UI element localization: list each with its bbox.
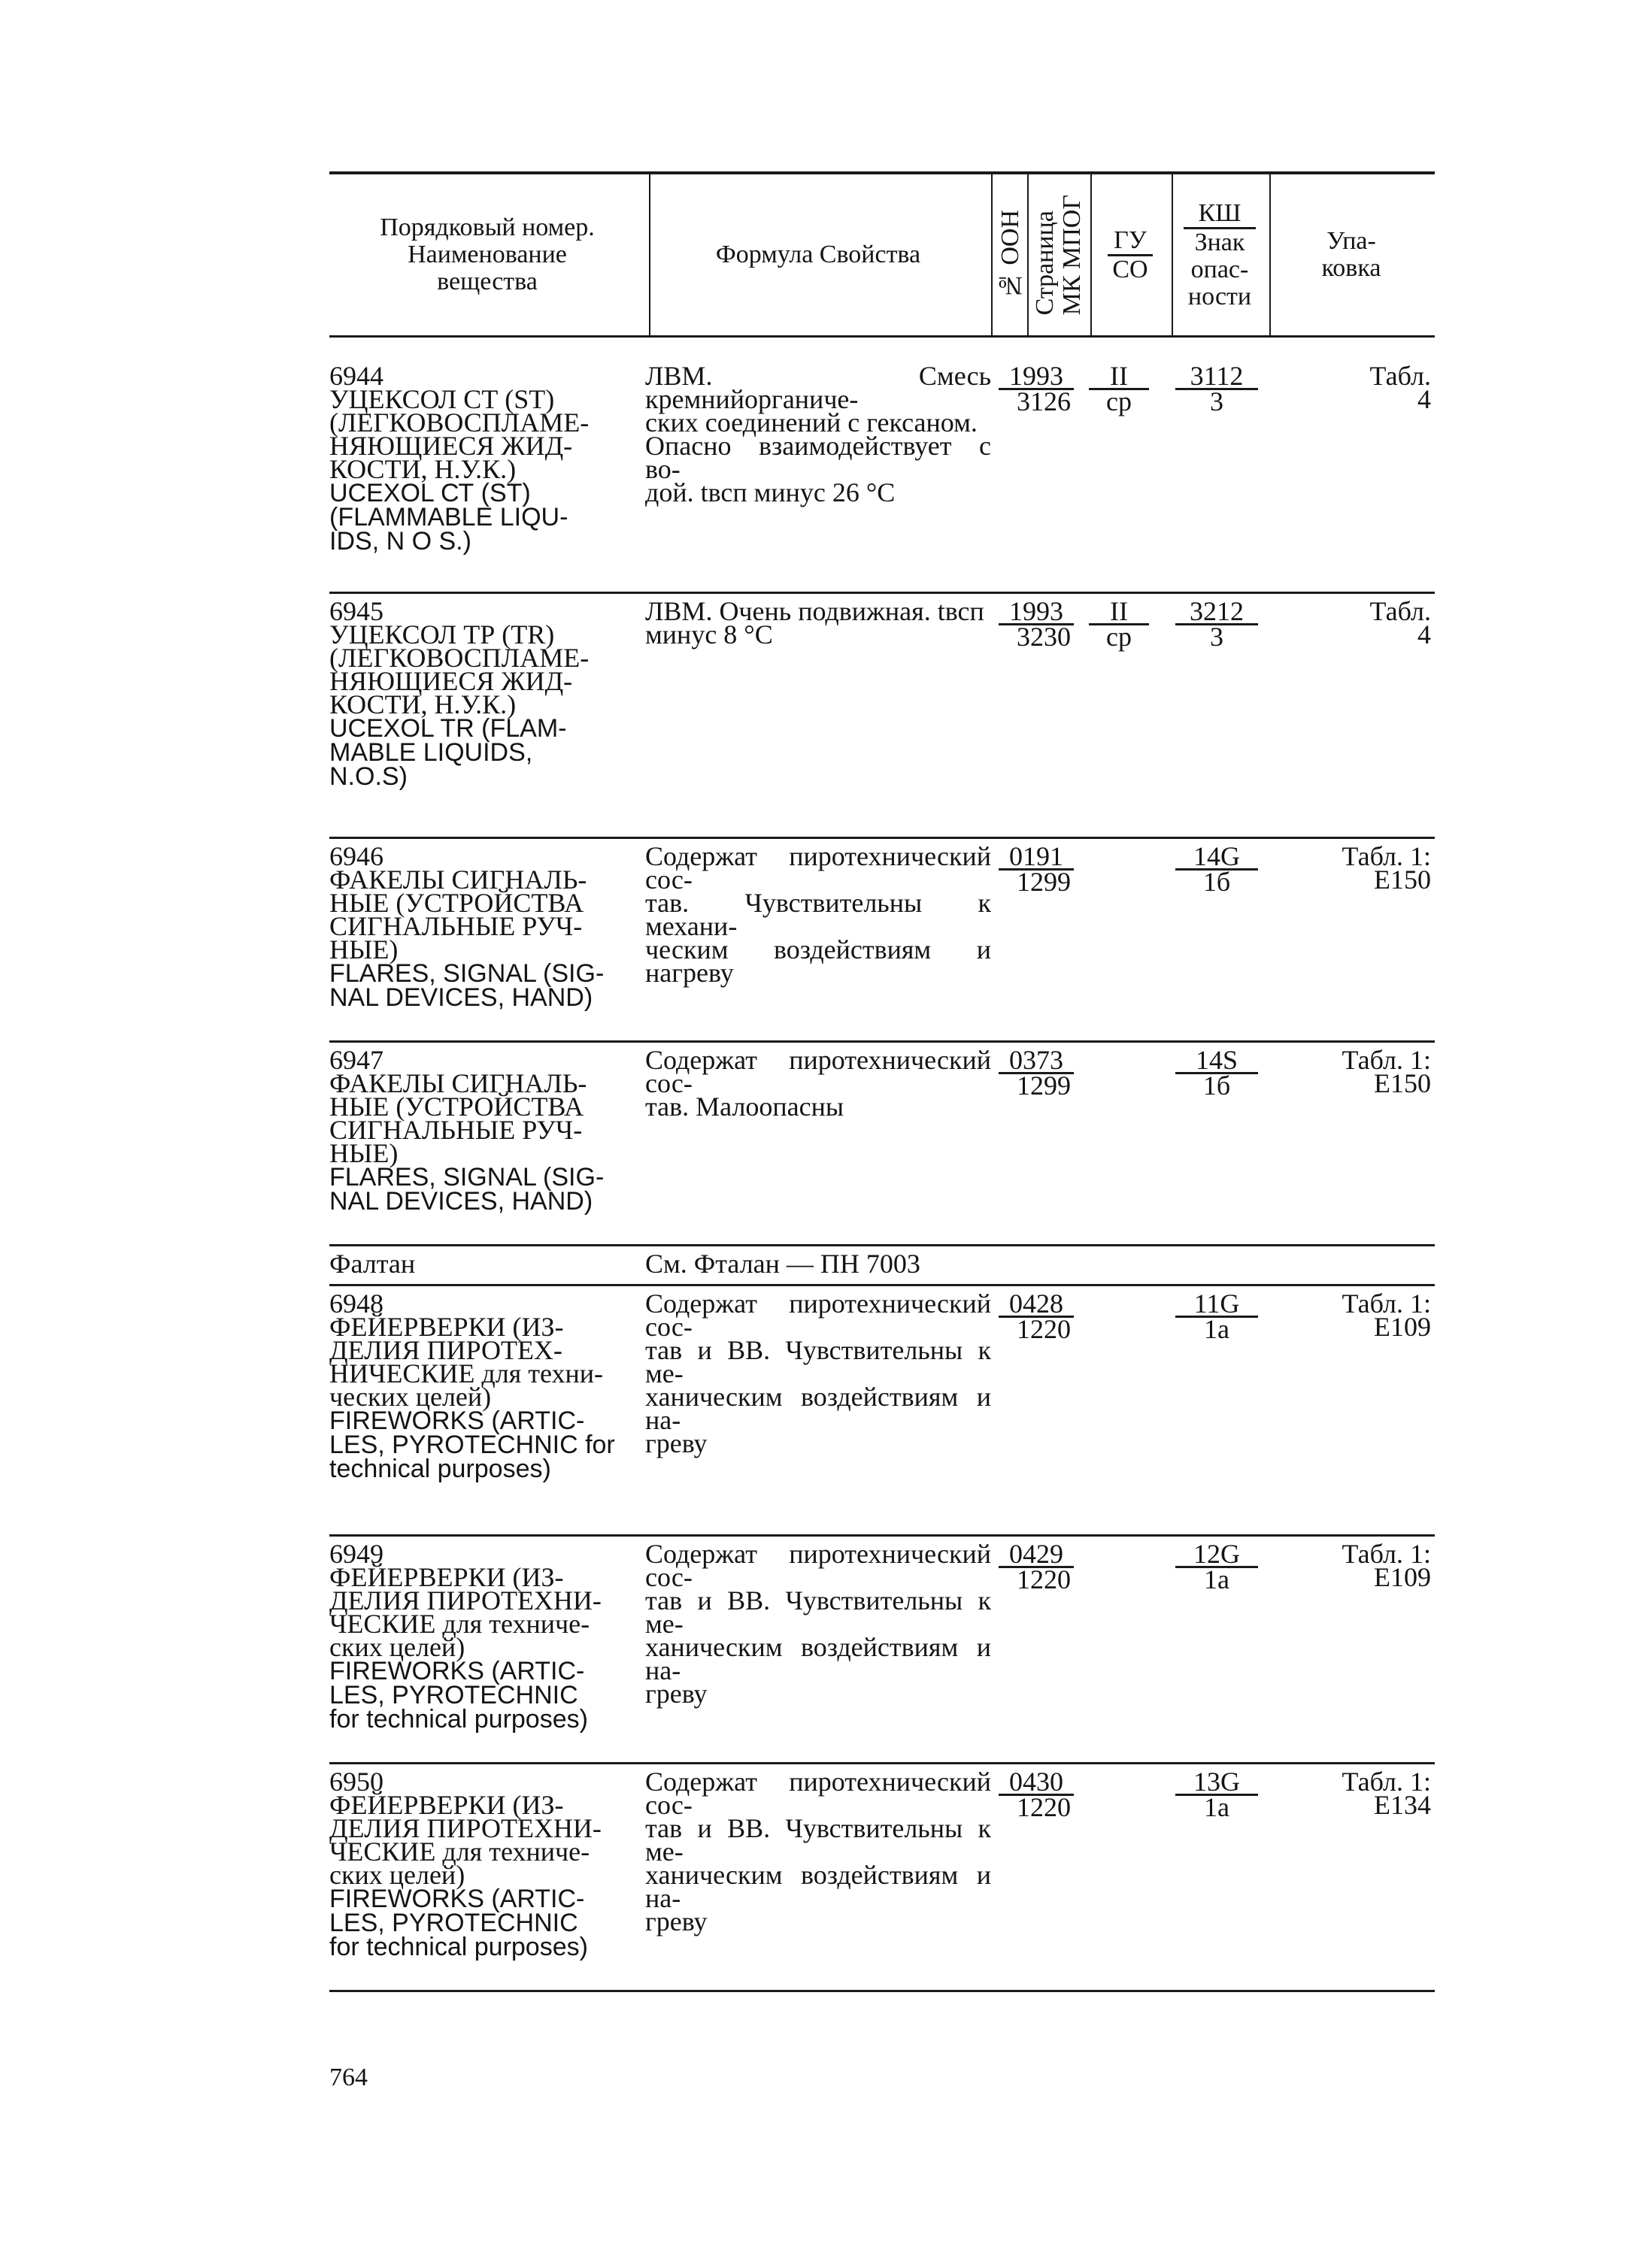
- substance-properties: Содержат пиротехнический сос- тав и ВВ. Чувствительны к ме- ханическим воздействиям и на- греву: [645, 1539, 991, 1709]
- header-un-number: № ООН: [996, 210, 1024, 300]
- substance-name-en: FLARES, SIGNAL (SIG- NAL DEVICES, HAND): [329, 959, 605, 1012]
- substance-properties: Содержат пиротехнический сос- тав и ВВ. Чувствительны к ме- ханическим воздействиям и на- греву: [645, 1288, 991, 1458]
- packing-cell: Табл. 4: [1369, 361, 1431, 414]
- row-number: 6949: [329, 1539, 384, 1569]
- table-row: [329, 1764, 1435, 1992]
- substance-name-ru: ФЕЙЕРВЕРКИ (ИЗ- ДЕЛИЯ ПИРОТЕХНИ- ЧЕСКИЕ для техниче- ских целей): [329, 1562, 602, 1662]
- substance-properties: Содержат пиротехнический сос- тав. Чувствительны к механи- ческим воздействиям и нагреву: [645, 841, 991, 988]
- substance-name-en: UCEXOL СТ (ST) (FLAMMABLE LIQU- IDS, N O S.): [329, 479, 568, 556]
- gu-co-cell: II ср: [1089, 600, 1149, 649]
- packing-cell: Табл. 4: [1369, 596, 1431, 650]
- packing-cell: Табл. 1: Е134: [1342, 1767, 1431, 1820]
- table-row: [329, 594, 1435, 839]
- header-divider: [649, 174, 650, 335]
- row-number: 6945: [329, 596, 384, 626]
- substance-name-ru: ФАКЕЛЫ СИГНАЛЬ- НЫЕ (УСТРОЙСТВА СИГНАЛЬНЫЕ РУЧ- НЫЕ): [329, 1068, 587, 1168]
- substance-name-ru: УЦЕКСОЛ ТР (TR) (ЛЕГКОВОСПЛАМЕ- НЯЮЩИЕСЯ ЖИД- КОСТИ, Н.У.К.): [329, 619, 590, 719]
- substance-name-en: FIREWORKS (ARTIC- LES, PYROTECHNIC for technical purposes): [329, 1885, 588, 1961]
- packing-cell: Табл. 1: Е109: [1342, 1539, 1431, 1592]
- table-row: [329, 1043, 1435, 1246]
- header-name-column: Порядковый номер. Наименование вещества: [380, 213, 595, 295]
- row-number: 6948: [329, 1288, 384, 1319]
- header-divider: [1269, 174, 1271, 335]
- substance-name: [329, 361, 634, 556]
- un-number-cell: 0191 1299: [999, 845, 1074, 894]
- substance-name-en: FIREWORKS (ARTIC- LES, PYROTECHNIC for technical purposes): [329, 1407, 615, 1483]
- header-divider: [991, 174, 993, 335]
- ks-cell: 3112 3: [1175, 365, 1258, 413]
- table-row: [329, 1286, 1435, 1537]
- ks-cell: 13G 1а: [1175, 1770, 1258, 1819]
- header-properties-column: Формула Свойства: [715, 241, 921, 268]
- un-number-cell: 0373 1299: [999, 1049, 1074, 1098]
- un-number-cell: 1993 3126: [999, 365, 1074, 413]
- row-number: 6946: [329, 841, 384, 871]
- un-number-cell: 1993 3230: [999, 600, 1074, 649]
- substance-name-ru: УЦЕКСОЛ СТ (ST) (ЛЕГКОВОСПЛАМЕ- НЯЮЩИЕСЯ ЖИД- КОСТИ, Н.У.К.): [329, 384, 590, 484]
- document-page: [329, 171, 1435, 1992]
- un-number-cell: 0430 1220: [999, 1770, 1074, 1819]
- header-gu-co-column: $\frac{ГУ}{СО}$: [1093, 174, 1168, 335]
- substance-name: [329, 841, 634, 1012]
- substance-name-ru: ФЕЙЕРВЕРКИ (ИЗ- ДЕЛИЯ ПИРОТЕХНИ- ЧЕСКИЕ для техниче- ских целей): [329, 1790, 602, 1890]
- substance-properties: ЛВМ. Смесь кремнийорганиче- ских соединений с гексаном. Опасно взаимодействует с во- дой. tвсп минус 26 °С: [645, 361, 991, 507]
- header-divider: [1172, 174, 1173, 335]
- ks-cell: 14G 1б: [1175, 845, 1258, 894]
- table-row: [329, 1537, 1435, 1764]
- cross-reference: См. Фталан — ПН 7003: [645, 1249, 920, 1279]
- header-ks-column: КШ Знак опас- ности: [1175, 174, 1265, 335]
- substance-name: [329, 1767, 634, 1961]
- ks-cell: 3212 3: [1175, 600, 1258, 649]
- substance-name-ru: ФАКЕЛЫ СИГНАЛЬ- НЫЕ (УСТРОЙСТВА СИГНАЛЬНЫЕ РУЧ- НЫЕ): [329, 865, 587, 964]
- substance-name-en: UCEXOL TR (FLAM- MABLE LIQUIDS, N.O.S): [329, 714, 567, 791]
- row-number: 6950: [329, 1767, 384, 1797]
- substance-name: [329, 1539, 634, 1734]
- packing-cell: Табл. 1: Е150: [1342, 841, 1431, 895]
- table-row: [329, 839, 1435, 1043]
- substance-name-en: FIREWORKS (ARTIC- LES, PYROTECHNIC for technical purposes): [329, 1657, 588, 1734]
- page-number: 764: [329, 2064, 368, 2091]
- substance-name-en: FLARES, SIGNAL (SIG- NAL DEVICES, HAND): [329, 1163, 605, 1216]
- header-page-column: Страница МК МПОГ: [1031, 194, 1086, 316]
- table-header: [329, 171, 1435, 338]
- substance-name-ru: ФЕЙЕРВЕРКИ (ИЗ- ДЕЛИЯ ПИРОТЕХ- НИЧЕСКИЕ для техни- ческих целей): [329, 1312, 603, 1412]
- substance-properties: ЛВМ. Очень подвижная. tвсп минус 8 °С: [645, 596, 984, 650]
- substance-properties: Содержат пиротехнический сос- тав и ВВ. Чувствительны к ме- ханическим воздействиям и на- греву: [645, 1767, 991, 1936]
- row-number: 6947: [329, 1045, 384, 1075]
- ks-cell: 11G 1а: [1175, 1292, 1258, 1341]
- substance-name: Фалтан: [329, 1249, 416, 1279]
- substance-properties: Содержат пиротехнический сос- тав. Малоопасны: [645, 1045, 991, 1122]
- table-row-cross-reference: [329, 1246, 1435, 1286]
- ks-cell: 14S 1б: [1175, 1049, 1258, 1098]
- substance-name: [329, 1288, 634, 1483]
- row-number: 6944: [329, 361, 384, 391]
- ks-cell: 12G 1а: [1175, 1543, 1258, 1591]
- un-number-cell: 0428 1220: [999, 1292, 1074, 1341]
- substance-name: [329, 596, 634, 791]
- substance-name: [329, 1045, 634, 1216]
- packing-cell: Табл. 1: Е109: [1342, 1288, 1431, 1342]
- table-row: [329, 359, 1435, 594]
- header-packing-column: Упа- ковка: [1321, 227, 1381, 282]
- packing-cell: Табл. 1: Е150: [1342, 1045, 1431, 1098]
- gu-co-cell: II ср: [1089, 365, 1149, 413]
- header-divider: [1090, 174, 1092, 335]
- un-number-cell: 0429 1220: [999, 1543, 1074, 1591]
